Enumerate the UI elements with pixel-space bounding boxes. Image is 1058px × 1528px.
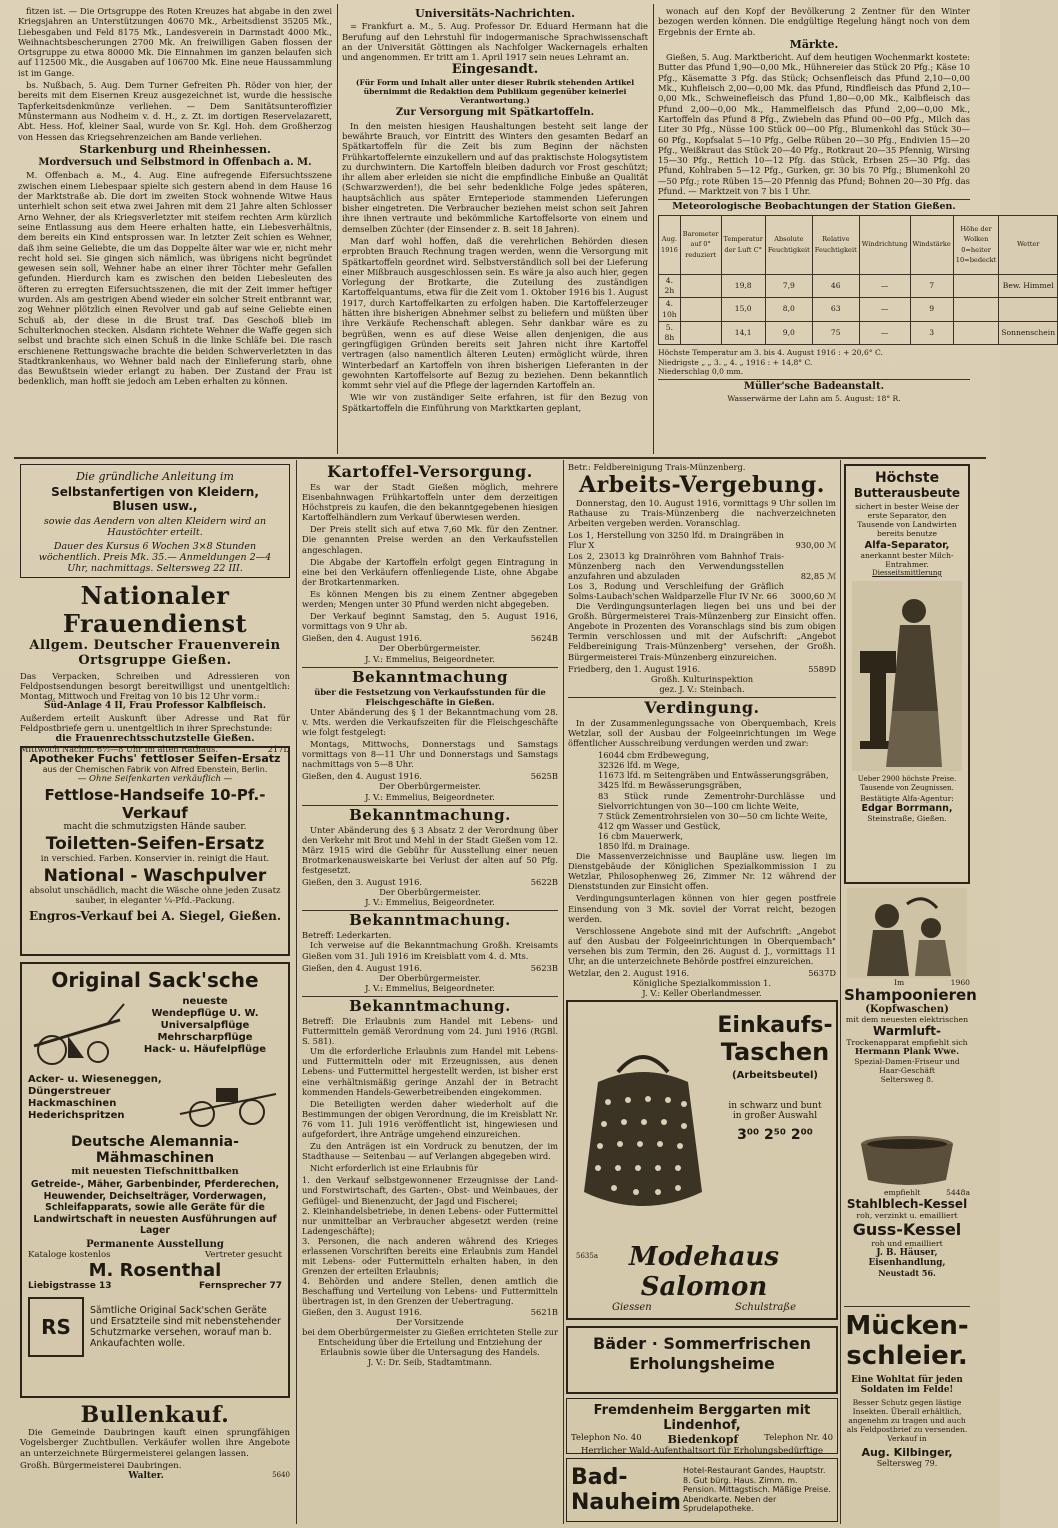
ad-text: Herrlicher Wald-Aufenthaltsort für Erholungsbedürftige <box>580 1446 824 1456</box>
table-header: Höhe der Wolken 0=heiter 10=bedeckt <box>953 215 999 274</box>
ad-headline: Original Sack'sche <box>51 968 259 992</box>
table-cell: — <box>859 274 910 298</box>
paragraph: Man darf wohl hoffen, daß die verehrlichen Behörden diesen erprobten Brauch Rechnung tragen werden, wenn die Versorgung mit Spätkartoffeln geordnet wird. Selbstverständlich soll bei der Lieferung einer Mißbrauch ausgeschlossen sein. Es wäre ja also auch hier, gegen Vorlegung der Brotkarte, die Zuteilung des zuständigen Kartoffelquantums, etwa für die Zeit vom 1. Oktober 1916 bis 1. August 1917, durch Kartoffelkarten zu erfolgen haben. Die Kartoffelerzeuger hätten ihre bisherigen Abnehmer selbst zu beliefern und müßten über ihre Verkäufe Rechenschaft ablegen. Sehr dankbar wäre es zu begrüßen, wenn es auf diese Weise allen denjenigen, die aus geringfügigen Gründen bereits seit Jahren nicht ihre Kartoffel vertragen (also namentlich älteren Leuten) ermöglicht würde, ihren Winterbedarf an Kartoffeln von ihren bisherigen Lieferanten in der gewohnten Kartoffelsorte auf Bezug zu beziehen. Denn bekanntlich kommt sehr viel auf die Pflege der lagernden Kartoffeln an. <box>342 235 649 391</box>
table-cell: 4. 10h <box>659 298 681 322</box>
ad-address: Neustadt 56. <box>878 1268 936 1279</box>
ad-text: Bestätigte Alfa-Agentur: <box>860 794 954 803</box>
table-cell: 63 <box>812 298 859 322</box>
ad-address: Schulstraße <box>734 1302 796 1313</box>
table-cell: 4. 2h <box>659 274 681 298</box>
notice-code: 5625B <box>530 771 558 782</box>
table-cell: 14,1 <box>721 321 765 345</box>
ad-headline: Fettlose-Handseife 10-Pf.-Verkauf <box>44 786 266 822</box>
hairdressing-illustration <box>847 888 967 978</box>
ad-text: Vertreter gesucht <box>205 1249 282 1260</box>
ad-firm: J. B. Häuser, Eisenhandlung, <box>868 1248 946 1269</box>
ad-headline: Taschen <box>720 1038 830 1066</box>
paragraph: In der Zusammenlegungssache von Oberquembach, Kreis Wetzlar, soll der Ausbau der Folgeeinrichtungen im Wege öffentlicher Ausschreibung verdungen werden und zwar: <box>568 717 836 749</box>
ad-bullenkauf <box>20 1402 290 1520</box>
lot-description: Los 3, Rodung und Verschleifung der Gräflich Solms-Laubach'schen Waldparzelle Flur IV Nr. 66 <box>568 580 784 601</box>
ad-text: in verschied. Farben. Konservier in. reinigt die Haut. <box>40 854 270 864</box>
ad-headline: Bäder · Sommerfrischen <box>593 1334 811 1353</box>
list-item: 412 qm Wasser und Gestück, <box>598 820 721 831</box>
signature: J. V.: Emmelius, Beigeordneter. <box>365 791 495 802</box>
table-header: Aug. 1916 <box>659 215 681 274</box>
lot-description: Los 2, 23013 kg Drainröhren vom Bahnhof Trais-Münzenberg nach den Verwendungsstellen anzufahren und abzuladen <box>568 550 784 581</box>
ad-frauendienst <box>20 581 290 754</box>
column-1-top <box>18 6 332 454</box>
article-heading: Mordversuch und Selbstmord in Offenbach a. M. <box>38 157 312 169</box>
ad-phone: Telephon No. 40 <box>571 1433 642 1443</box>
list-item: 32326 lfd. m Wege, <box>598 760 680 771</box>
notice-subtitle: über die Festsetzung von Verkaufsstunden für die Fleischgeschäfte in Gießen. <box>314 686 546 707</box>
notice-title: Arbeits-Vergebung. <box>579 472 825 499</box>
ad-text: in schwarz und bunt <box>728 1101 822 1111</box>
notice-code: 5621B <box>530 1306 558 1317</box>
table-cell: 7,9 <box>765 274 812 298</box>
ad-text: aus der Chemischen Fabrik von Alfred Ebenstein, Berlin. <box>42 765 268 774</box>
ad-brand: Modehaus Salomon <box>628 1242 780 1302</box>
product-item: Acker- u. Wieseneggen, <box>28 1074 162 1085</box>
paragraph: Verdingungsunterlagen können von hier gegen postfreie Einsendung von 3 Mk. soviel der Vorrat reicht, bezogen werden. <box>568 893 836 924</box>
paragraph: M. Offenbach a. M., 4. Aug. Eine aufregende Eifersuchtsszene zwischen einem Liebespaar spielte sich gestern abend in dem Hause 16 der Marktstraße ab. Die dort im zweiten Stock wohnende Witwe Haus unterhielt schon seit etwa zwei Jahren mit dem 21 Jahre alten Schlosser Arno Wehner, der als Kriegsverletzter mit steifem rechten Arm kürzlich seine Entlassung aus dem Heere erhalten hatte, ein Liebesverhältnis, dem bereits ein Kind entsprossen war. In letzter Zeit schien es Wehner, daß ihm seine Geliebte, die um das Doppelte älter war wie er, nicht mehr recht hold sei. Sie gingen sich nämlich, was übrigens nicht begründet gewesen sein soll, Wehner habe an einer ihrer Töchter mehr Gefallen gefunden. Hierdurch kam es zwischen den beiden Liebesleuten des öfteren zu erregten Eifersuchtsszenen, die mit der Zeit immer heftiger wurden. Als am gestrigen Abend wieder ein solcher Streit entbrannt war, zog Wehner plötzlich einen Revolver und gab auf seine Geliebte einen Schuß ab, der diese in die Brust traf. Das Geschoß blieb im Schulterknochen stecken. Alsdann richtete Wehner die Waffe gegen sich selbst und brachte sich einen Schuß in die linke Schläfe bei. Die rasch erschienene Rettungswache brachte die beiden Schwerverletzten in das Stadtkrankenhaus, wo Wehner bald nach der Einlieferung starb, ohne das Bewußtsein wieder erlangt zu haben. Der Zustand der Frau ist bedenklich, man hofft sie jedoch am Leben erhalten zu können. <box>18 170 332 387</box>
list-item: 7 Stück Zementrohrsielen von 30—50 cm lichte Weite, <box>598 810 828 821</box>
ad-headline: Einkaufs- <box>717 1013 833 1038</box>
notice-title: Bekanntmachung. <box>302 805 558 825</box>
paragraph: Um die erforderliche Erlaubnis zum Handel mit Lebens- und Futtermitteln oder mit Erzeugnissen, aus denen Lebens- und Futtermittel hergestellt werden, ist bisher erst eine verhältnismäßig geringe Anzahl der in Betracht kommenden Handels-Gewerbetreibenden eingekommen. <box>302 1046 558 1097</box>
signature: Großh. Bürgermeisterei Daubringen. <box>20 1461 182 1472</box>
signature: J. V.: Emmelius, Beigeordneter. <box>365 982 495 993</box>
ad-firm: Edgar Borrmann, <box>861 803 953 814</box>
ad-sack-ploughs <box>20 962 290 1398</box>
table-cell <box>953 321 999 345</box>
section-divider <box>14 457 986 459</box>
product-item: neueste <box>182 996 228 1007</box>
section-heading: Eingesandt. <box>451 62 539 78</box>
ad-headline: Bullenkauf. <box>80 1402 230 1428</box>
ad-text: Permanente Ausstellung <box>86 1238 224 1250</box>
list-item: 16 cbm Mauerwerk, <box>598 830 683 841</box>
ad-text: Sämtliche Original Sack'schen Geräte und Ersatzteile sind mit nebenstehender Schutzmarke versehen, worauf man b. Ankaufachten wolle. <box>90 1304 281 1349</box>
table-row <box>659 274 1058 298</box>
paragraph: Die Verdingungsunterlagen liegen bei uns und bei der Großh. Bürgermeisterei Trais-Münzenberg zur Einsicht offen. Angebote in Prozenten des Voranschlags sind bis zum obigen Termin verschlossen und mit der Aufschrift: „Angebot Feldbereinigung Trais-Münzenberg" versehen, der Großh. Bürgermeisterei Trais-Münzenberg einzureichen. <box>568 601 836 662</box>
ad-text: roh, verzinkt u. emailliert <box>856 1211 958 1221</box>
lot-price: 930,00 ℳ <box>795 540 836 551</box>
ad-headline: National - Waschpulver <box>43 866 267 886</box>
ad-text: absolut unschädlich, macht die Wäsche ohne jeden Zusatz sauber, in eleganter ¼-Pfd.-Packung. <box>29 886 281 906</box>
table-header: Windstärke <box>910 215 953 274</box>
ad-text: sichert in bester Weise der erste Separator, den Tausende von Landwirten bereits benutze <box>855 502 959 538</box>
section-heading: Märkte. <box>789 37 839 51</box>
paragraph: Die Massenverzeichnisse und Baupläne usw. liegen im Dienstgebäude der Königlichen Spezialkommission I zu Wetzlar, Philosophenweg 26, Zimmer Nr. 12 während der Dienststunden zur Einsicht offen. <box>568 851 836 892</box>
notice-title: Kartoffel-Versorgung. <box>327 462 533 481</box>
paragraph: Gießen, 5. Aug. Marktbericht. Auf dem heutigen Wochenmarkt kostete: Butter das Pfund 1,90—0,00 Mk., Hühnereier das Stück 20 Pfg.; Käse 10 Pfg., Käsematte 3 Pfg. das Stück; Ochsenfleisch das Pfund 2,10—0,00 Mk., Kuhfleisch 2,00—0,00 Mk. das Pfund, Rindfleisch das Pfund 2,10—0,00 Mk., Schweinefleisch das Pfund 1,80—0,00 Mk., Kalbfleisch das Pfund 2,00—0,00 Mk., Hammelfleisch das Pfund 2,00—0,00 Mk., Kartoffeln das Pfund 8 Pfg., Zwiebeln das Pfund 00—00 Pfg., Milch das Liter 30 Pfg., Nüsse 100 Stück 00—00 Pfg., Blumenkohl das Stück 30—60 Pfg., Kopfsalat 5—10 Pfg., Gelbe Rüben 20—30 Pfg., Endivien 15—20 Pfg., Weißkraut das Stück 20—40 Pfg., Rotkraut 20—35 Pfennig, Wirsing 15—30 Pfg., Rettich 10—12 Pfg. das Stück, Erbsen 25—30 Pfg. das Pfund, Kohlraben 5—12 Pfg., Gurken, gr. 30 bis 70 Pfg.; Blumenkohl 20—50 Pfg.; rote Rüben 15—20 Pfennig das Pfund; Bohnen 20—30 Pfg. das Pfund. — Marktzeit von 7 bis 1 Uhr. <box>658 52 970 197</box>
table-title: Meteorologische Beobachtungen der Station Gießen. <box>658 199 970 212</box>
ad-text: macht die schmutzigsten Hände sauber. <box>63 822 247 832</box>
paragraph: Donnerstag, den 10. August 1916, vormittags 9 Uhr sollen im Rathause zu Trais-Münzenberg die nachverzeichneten Arbeiten vergeben werden. Voranschlag. <box>568 498 836 529</box>
ad-address: Steinstraße, Gießen. <box>867 814 947 823</box>
ad-headline: Höchste <box>874 470 940 486</box>
product-item: Hederichspritzen <box>28 1110 125 1121</box>
paragraph: wonach auf den Kopf der Bevölkerung 2 Zentner für den Winter bezogen werden können. Die endgültige Regelung hängt noch von dem Ergebnis der Ernte ab. <box>658 6 970 37</box>
ad-kessel <box>844 1132 970 1300</box>
table-header: Windrichtung <box>859 215 910 274</box>
ad-headline: Fremdenheim Berggarten mit Lindenhof, <box>593 1403 811 1433</box>
ad-code: 5635a <box>576 1252 598 1260</box>
signature: Der Oberbürgermeister. <box>379 643 481 654</box>
notice-code: 5589D <box>808 663 836 674</box>
column-divider <box>296 460 297 1524</box>
ad-text: Trockenapparat empfiehlt sich <box>846 1038 968 1048</box>
list-item: 1850 lfd. m Drainage. <box>598 841 690 851</box>
ad-address: Seltersweg 79. <box>876 1459 938 1468</box>
ad-text: roh und emailliert <box>871 1239 943 1249</box>
tenders-column <box>568 462 836 999</box>
list-item: 16044 cbm Erdbewegung, <box>598 750 710 761</box>
ad-alfa-separator <box>844 464 970 884</box>
product-item: Wendepflüge U. W. <box>151 1008 259 1019</box>
table-cell: 9 <box>910 298 953 322</box>
ad-headline: Shampoonieren <box>844 986 977 1005</box>
bath-temperature: Wasserwärme der Lahn am 5. August: 18° R. <box>727 394 901 404</box>
table-cell: 46 <box>812 274 859 298</box>
notice-title: Bekanntmachung. <box>302 996 558 1016</box>
ad-headline: Mücken- <box>845 1311 969 1341</box>
ad-text: Spezial-Damen-Friseur und Haar-Geschäft <box>854 1057 960 1076</box>
paragraph: Unter Abänderung des § 1 der Bekanntmachung vom 28. v. Mts. werden die Verkaufszeiten für die Fleischgeschäfte wie folgt festgelegt: <box>302 706 558 737</box>
paragraph: Wie wir von zuständiger Seite erfahren, ist für den Bezug von Spätkartoffeln die Einführung von Marktkarten geplant, <box>342 392 648 413</box>
weather-table <box>658 215 1058 346</box>
plough-illustration <box>28 996 128 1070</box>
table-header: Absolute Feuchtigkeit <box>765 215 812 274</box>
paragraph: fitzen ist. — Die Ortsgruppe des Roten Kreuzes hat abgabe in den zwei Kriegsjahren an Unterstützungen 40670 Mk., Arbeitsdienst 35205 Mk., Liebesgaben und Feld 8175 Mk., Landesverein in Darmstadt 4000 Mk., Weihnachtsbescherungen 2700 Mk. An freiwilligen Gaben flossen der Ortsgruppe zu etwa 80000 Mk. Die Einnahmen im ganzen belaufen sich auf 112500 Mk., die Ausgaben auf 106700 Mk. Eine neue Haussammlung ist im Gange. <box>18 6 332 78</box>
trademark-logo <box>28 1297 84 1357</box>
separator-illustration <box>852 581 962 771</box>
ad-text: Dauer des Kursus 6 Wochen 3×8 Stunden wöchentlich. Preis Mk. 35.— Anmeldungen 2—4 Uhr, nachmittags. Seltersweg 22 III. <box>38 541 272 574</box>
ad-sewing-course <box>20 464 290 578</box>
table-cell: 8,0 <box>765 298 812 322</box>
ad-firm: M. Rosenthal <box>88 1259 222 1281</box>
paragraph: bs. Nußbach, 5. Aug. Dem Turner Gefreiten Ph. Röder von hier, der bereits mit dem Eisernen Kreuz ausgezeichnet ist, wurde die hessische Tapferkeitsdenkmünze verliehen. — Dem Sanitätsunteroffizier Münstermann aus Nodheim v. d. H., z. Zt. im dortigen Reservelazarett, Abt. Hess. Hof, kleiner Saal, wurde von Sr. Kgl. Hoh. dem Großherzog von Hessen das Kriegsehrenzeichen am Bande verliehen. <box>18 80 332 142</box>
ad-text: Kataloge kostenlos <box>28 1249 111 1260</box>
signature: Großh. Kulturinspektion <box>650 673 754 684</box>
ad-headline: Apotheker Fuchs' fettloser Seifen-Ersatz <box>29 752 281 765</box>
table-cell: Bew. Himmel <box>999 274 1058 298</box>
notice-date: Gießen, den 4. August 1916. <box>302 771 422 782</box>
ad-headline: Butterausbeute <box>853 486 961 500</box>
notice-date: Gießen, den 3. August 1916. <box>302 1306 422 1317</box>
list-item: 4. Behörden und andere Stellen, denen amtlich die Beschaffung und Verteilung von Lebens- und Futtermitteln übertragen ist, in den Grenzen der Uebertragung. <box>302 1276 558 1307</box>
notice-date: Friedberg, den 1. August 1916. <box>568 663 701 674</box>
notice-date: Wetzlar, den 2. August 1916. <box>568 968 690 979</box>
paragraph: Montags, Mittwochs, Donnerstags und Samstags vormittags von 8—11 Uhr und Donnerstags und Samstags nachmittags von 5—8 Uhr. <box>302 739 558 770</box>
paragraph: Verschlossene Angebote sind mit der Aufschrift: „Angebot auf den Ausbau der Folgeeinrichtungen in Oberquembach" versehen bis zum Termin, den 26. August d. J., vormittags 11 Uhr, an die unterzeichnete Behörde postfrei einzureichen. <box>568 925 836 967</box>
column-divider <box>840 460 841 1524</box>
paragraph: Die Abgabe der Kartoffeln erfolgt gegen Eintragung in eine bei den Verkäufern offenliegende Liste, ohne Abgabe der Brotkartenmarken. <box>302 556 558 587</box>
notice-date: Gießen, den 4. August 1916. <box>302 633 422 644</box>
column-3-top <box>658 6 1056 454</box>
ad-text: Engros-Verkauf bei A. Siegel, Gießen. <box>28 909 282 923</box>
table-header: Wetter <box>999 215 1058 274</box>
article-heading: Zur Versorgung mit Spätkartoffeln. <box>395 107 595 119</box>
ad-city: Biedenkopf <box>667 1433 739 1446</box>
table-cell: 7 <box>910 274 953 298</box>
list-item: 3. Personen, die nach anderen während des Krieges erlassenen Vorschriften bereits eine Erlaubnis zum Handel mit Lebens- oder Futtermitteln erhalten haben, in den Grenzen der erteilten Erlaubnis; <box>302 1235 558 1277</box>
harrow-illustration <box>172 1074 282 1130</box>
paragraph: Unter Abänderung des § 3 Absatz 2 der Verordnung über den Verkehr mit Brot und Mehl in der Stadt Gießen vom 12. März 1915 wird die Gebühr für Ausstellung einer neuen Brotmarkenausweiskarte bei Verlust der alten auf 50 Pfg. festgesetzt. <box>302 824 558 875</box>
paragraph: In den meisten hiesigen Haushaltungen besteht seit lange der bewährte Brauch, vor Eintritt des Winters den gesamten Bedarf an Spätkartoffeln für die Zeit bis zum Beginn der nächsten Frühkartoffelernte einzukellern und auf das praktischste Hologsytistem zu durchwintern. Die Kartoffeln bleiben dadurch vor Frost geschützt; ihr allem aber erleiden sie nicht die empfindliche Einbuße an Qualität (Schwarzwerden!), die bei sehr bedenkliche Folge jedes späteren, hauptsächlich aus später Ernteperiode stammenden Lieferungen bisher eingetreten. Die Verbraucher beziehen meist schon seit Jahren ihre ihnen vertraute und bekömmliche Kartoffelsorte von einem und demselben Züchter (der Einsender z. B. seit 18 Jahren). <box>342 120 648 234</box>
ad-headline: schleier. <box>846 1341 968 1371</box>
lot-description: Los 1, Herstellung von 3250 lfd. m Draingräben in Flur X <box>568 530 784 551</box>
ad-text: Die Gemeinde Daubringen kauft einen sprungfähigen Vogelsberger Zuchtbullen. Verkäufer wollen ihre Angebote an unterzeichnete Bürgermeisterei gelangen lassen. <box>20 1428 290 1459</box>
notice-code: 5622B <box>530 877 558 888</box>
list-item: 3425 lfd. m Bewässerungsgräben, <box>598 780 742 791</box>
paragraph: Es war der Stadt Gießen möglich, mehrere Eisenbahnwagen Frühkartoffeln unter dem derzeitigen Höchstpreis zu kaufen, die den bekanntgegebenen hiesigen Kartoffelhändlern zum Verkauf überwiesen werden. <box>302 482 558 523</box>
signature: Der Oberbürgermeister. <box>379 887 481 898</box>
ad-text: Im <box>894 978 905 987</box>
ad-text: mit neuesten Tiefschnittbalken <box>71 1166 239 1177</box>
section-heading: Universitäts-Nachrichten. <box>415 7 575 20</box>
signature: J. V.: Dr. Seib, Stadtamtmann. <box>367 1357 493 1368</box>
paragraph: Der Verkauf beginnt Samstag, den 5. August 1916, vormittags von 9 Uhr ab. <box>302 611 558 632</box>
ad-fremdenheim <box>566 1398 838 1454</box>
section-heading: Müller'sche Badeanstalt. <box>658 379 970 392</box>
ad-text: Warmluft- <box>873 1024 941 1039</box>
ad-text: sowie das Aendern von alten Kleidern wird an Haustöchter erteilt. <box>43 516 267 538</box>
ad-fuchs-soap <box>20 746 290 956</box>
signature: Der Oberbürgermeister. <box>379 781 481 792</box>
weather-footnote: Höchste Temperatur am 3. bis 4. August 1916 : + 20,6° C. <box>658 348 883 358</box>
ad-text: die Frauenrechtsschutzstelle Gießen. <box>55 733 255 744</box>
ad-firm: Hermann Plank Wwe. <box>854 1047 960 1058</box>
section-heading: Starkenburg und Rheinhessen. <box>79 142 271 156</box>
list-item: 83 Stück runde Zementrohr-Durchlässe und Sielvorrichtungen von 30—100 cm lichte Weite, <box>598 790 836 811</box>
trademark-letters: RS <box>41 1314 71 1339</box>
table-cell <box>999 298 1058 322</box>
ad-phone: Fernsprecher 77 <box>198 1280 282 1291</box>
ad-city: Giessen <box>612 1302 652 1313</box>
ad-address: Seltersweg 8. <box>880 1075 934 1085</box>
ad-text: Süd-Anlage 4 II, Frau Professor Kalbfleisch. <box>44 701 266 711</box>
paragraph: Der Preis stellt sich auf etwa 7,60 Mk. für den Zentner. Die genannten Preise werden an den Verkaufsstellen angeschlagen. <box>302 524 558 555</box>
ad-text: Ueber 2900 höchste Preise. Tausende von Zeugnissen. <box>857 775 957 792</box>
ad-code: 217D <box>267 744 290 754</box>
table-cell: Sonnenschein <box>999 321 1058 345</box>
disclaimer: (Für Form und Inhalt aller unter dieser Rubrik stehenden Artikel übernimmt die Redaktion dem Publikum gegenüber keinerlei Verantwortung.) <box>355 77 635 106</box>
ad-phone: Telephon Nr. 40 <box>764 1433 833 1443</box>
table-row <box>659 298 1058 322</box>
ad-code: 1960 <box>950 978 970 987</box>
table-header-row <box>659 215 1058 274</box>
ad-address: Liebigstrasse 13 <box>28 1280 112 1291</box>
notice-code: 5624B <box>530 633 558 644</box>
table-cell <box>680 321 721 345</box>
table-cell <box>680 298 721 322</box>
table-cell <box>680 274 721 298</box>
product-item: Hackmaschinen <box>28 1098 117 1109</box>
weather-footnote: Niederschlag 0,0 mm. <box>658 366 744 376</box>
ad-text: mit dem neuesten elektrischen <box>845 1015 969 1025</box>
table-cell <box>953 274 999 298</box>
bag-illustration <box>578 1042 708 1222</box>
ad-headline: Guss-Kessel <box>852 1220 962 1240</box>
weather-footnote: Niedrigste „ „ 3. „ 4. „ 1916 : + 14,8° C. <box>658 357 813 367</box>
product-item: Mehrscharpflüge <box>157 1032 253 1043</box>
ad-headline: Nationaler Frauendienst <box>62 581 248 638</box>
paragraph: = Frankfurt a. M., 5. Aug. Professor Dr. Eduard Hermann hat die Berufung auf den Lehrstuhl für indogermanische Sprachwissenschaft an der Universität Göttingen als Nachfolger Wackernagels erhalten und angenommen. Er tritt am 1. April 1917 sein neues Lehramt an. <box>342 21 648 63</box>
notice-code: 5623B <box>530 962 558 973</box>
ad-text: Außerdem erteilt Auskunft über Adresse und Rat für Feldpostbriefe gern u. unentgeltlich in ihrer Sprechstunde: <box>20 713 290 733</box>
signature: Der Oberbürgermeister. <box>379 972 481 983</box>
signature: J. V.: Emmelius, Beigeordneter. <box>365 897 495 908</box>
table-cell: 3 <box>910 321 953 345</box>
notices-column <box>302 462 558 1524</box>
signature: Der Vorsitzende <box>396 1316 464 1327</box>
ad-subheadline: Ortsgruppe Gießen. <box>78 653 232 668</box>
ad-shampoo <box>844 888 977 1128</box>
ad-muecken <box>844 1306 970 1527</box>
table-cell: 5. 8h <box>659 321 681 345</box>
ad-text: anerkannt bester Milch-Entrahmer. <box>860 551 954 569</box>
paragraph: Die Beteiligten werden daher wiederholt auf die Bestimmungen der obigen Verordnung, die im Kreisblatt Nr. 76 vom 11. Juli 1916 veröffentlicht ist, hingewiesen und aufgefordert, ihre Anträge umgehend einzureichen. <box>302 1098 558 1139</box>
signature: Walter. <box>128 1471 164 1482</box>
signature: Königliche Spezialkommission 1. <box>632 978 772 989</box>
column-divider <box>337 4 338 454</box>
table-cell <box>953 298 999 322</box>
ad-prices: 3⁰⁰ 2⁵⁰ 2⁰⁰ <box>737 1127 813 1143</box>
paragraph: bei dem Oberbürgermeister zu Gießen errichteten Stelle zur Entscheidung über die Erteilung und Entziehung der Erlaubnis sowie über die Untersagung des Handels. <box>302 1326 558 1357</box>
table-cell: 75 <box>812 321 859 345</box>
notice-title: Bekanntmachung <box>302 667 558 687</box>
ad-code: 5640 <box>272 1471 290 1480</box>
ad-brand: Alfa-Separator, <box>864 540 950 551</box>
ad-headline: Stahlblech-Kessel <box>846 1197 968 1212</box>
table-header: Barometer auf 0° reduziert <box>680 215 721 274</box>
ad-text: Die gründliche Anleitung im <box>76 470 234 483</box>
paragraph: Nicht erforderlich ist eine Erlaubnis für <box>310 1163 478 1174</box>
ad-text: Eine Wohltat für jeden Soldaten im Felde! <box>851 1375 963 1395</box>
ad-subheadline: (Kopfwaschen) <box>865 1004 949 1016</box>
notice-title: Bekanntmachung. <box>302 910 558 930</box>
ad-text: Mittwoch Nachm. 6½—8 Uhr im alten Rathaus. <box>20 744 218 754</box>
product-item: Universalpflüge <box>160 1020 250 1031</box>
ad-text: Diesseitsmittlerung <box>872 569 942 577</box>
ad-subheadline: Allgem. Deutscher Frauenverein <box>29 638 281 653</box>
signature: gez. J. V.: Steinbach. <box>659 683 745 694</box>
column-divider <box>653 4 654 454</box>
lot-price: 3000,60 ℳ <box>790 590 836 601</box>
notice-subject: Betr.: Feldbereinigung Trais-Münzenberg. <box>568 462 746 472</box>
ad-modehaus-salomon <box>566 1000 838 1320</box>
notice-code: 5637D <box>808 968 836 979</box>
notice-subject: Betreff: Die Erlaubnis zum Handel mit Lebens- und Futtermitteln gemäß Verordnung vom 24. Juni 1916 (RGBl. S. 581). <box>302 1015 558 1047</box>
table-cell: — <box>859 298 910 322</box>
ad-headline: Erholungsheime <box>629 1354 775 1373</box>
table-header: Temperatur der Luft C° <box>721 215 765 274</box>
signature: J. V.: Emmelius, Beigeordneter. <box>365 653 495 664</box>
table-cell: 15,0 <box>721 298 765 322</box>
table-row <box>659 321 1058 345</box>
paragraph: Ich verweise auf die Bekanntmachung Großh. Kreisamts Gießen vom 31. Juli 1916 im Kreisblatt vom 4. d. Mts. <box>302 940 558 961</box>
ad-bad-nauheim <box>566 1458 838 1522</box>
kettle-illustration <box>852 1132 962 1188</box>
list-item: 2. Kleinhandelsbetriebe, in denen Lebens- oder Futtermittel nur unmittelbar an Verbraucher abgesetzt werden (reine Ladengeschäfte); <box>302 1205 558 1236</box>
ad-headline: Selbstanfertigen von Kleidern, Blusen usw., <box>51 485 259 513</box>
product-item: Hack- u. Häufelpflüge <box>143 1044 267 1055</box>
product-item: Düngerstreuer <box>28 1086 111 1097</box>
notice-date: Gießen, den 4. August 1916. <box>302 962 422 973</box>
table-cell: 9,0 <box>765 321 812 345</box>
ad-headline: Deutsche Alemannia-Mähmaschinen <box>71 1134 239 1166</box>
signature: J. V.: Keller Oberlandmesser. <box>642 988 762 999</box>
ad-code: 5448a <box>946 1188 970 1197</box>
table-cell: — <box>859 321 910 345</box>
ad-text: (Arbeitsbeutel) <box>732 1070 818 1081</box>
notice-title: Verdingung. <box>568 697 836 718</box>
column-2-top <box>342 6 648 454</box>
paragraph: Zu den Anträgen ist ein Vordruck zu benutzen, der im Stadthause — Seitenbau — auf Verlangen abgegeben wird. <box>302 1141 558 1162</box>
ad-baeder-header <box>566 1326 838 1394</box>
lot-price: 82,85 ℳ <box>800 570 836 581</box>
ad-text: Das Verpacken, Schreiben und Adressieren von Feldpostsendungen besorgt bereitwilligst und unentgeltlich: Montag, Mittwoch und Freitag von 10 bis 12 Uhr vorm.: <box>20 671 290 701</box>
ad-firm: Aug. Kilbinger, <box>861 1446 953 1459</box>
notice-date: Gießen, den 3. August 1916. <box>302 877 422 888</box>
ad-text: Getreide-, Mäher, Garbenbinder, Pferderechen, Heuwender, Deichselträger, Vorderwagen, Schleifapparats, sowie alle Geräte für die Landwirtschaft in neuesten Ausführungen auf Lager <box>30 1179 280 1236</box>
paragraph: Es können Mengen bis zu einem Zentner abgegeben werden; Mengen unter 30 Pfund werden nicht abgegeben. <box>302 588 558 610</box>
column-divider <box>563 460 564 1524</box>
ad-text: — Ohne Seifenkarten verkäuflich — <box>77 774 233 784</box>
ad-text: Besser Schutz gegen lästige Insekten. Überall erhältlich, angenehm zu tragen und auch als Feldpostbrief zu versenden. Verkauf in <box>846 1398 968 1443</box>
ad-text: Hotel-Restaurant Gandes, Hauptstr. 8. Gut bürg. Haus. Zimm. m. Pension. Mittagstisch. Mäßige Preise. Abendkarte. Neben der Sprudelapotheke. <box>683 1466 831 1514</box>
ad-text: in großer Auswahl <box>732 1111 818 1121</box>
ad-headline: Bad-Nauheim <box>571 1465 681 1515</box>
ad-text: empfiehlt <box>884 1188 921 1197</box>
list-item: 11673 lfd. m Seitengräben und Entwässerungsgräben, <box>598 770 829 781</box>
ad-headline: Toiletten-Seifen-Ersatz <box>45 834 265 854</box>
notice-subject: Betreff: Lederkarten. <box>302 930 392 941</box>
table-header: Relative Feuchtigkeit <box>812 215 859 274</box>
table-cell: 19,8 <box>721 274 765 298</box>
list-item: 1. den Verkauf selbstgewonnener Erzeugnisse der Land- und Forstwirtschaft, des Garten-, Obst- und Weinbaues, der Geflügel- und Bienenzucht, der Jagd und Fischerei; <box>302 1175 558 1206</box>
